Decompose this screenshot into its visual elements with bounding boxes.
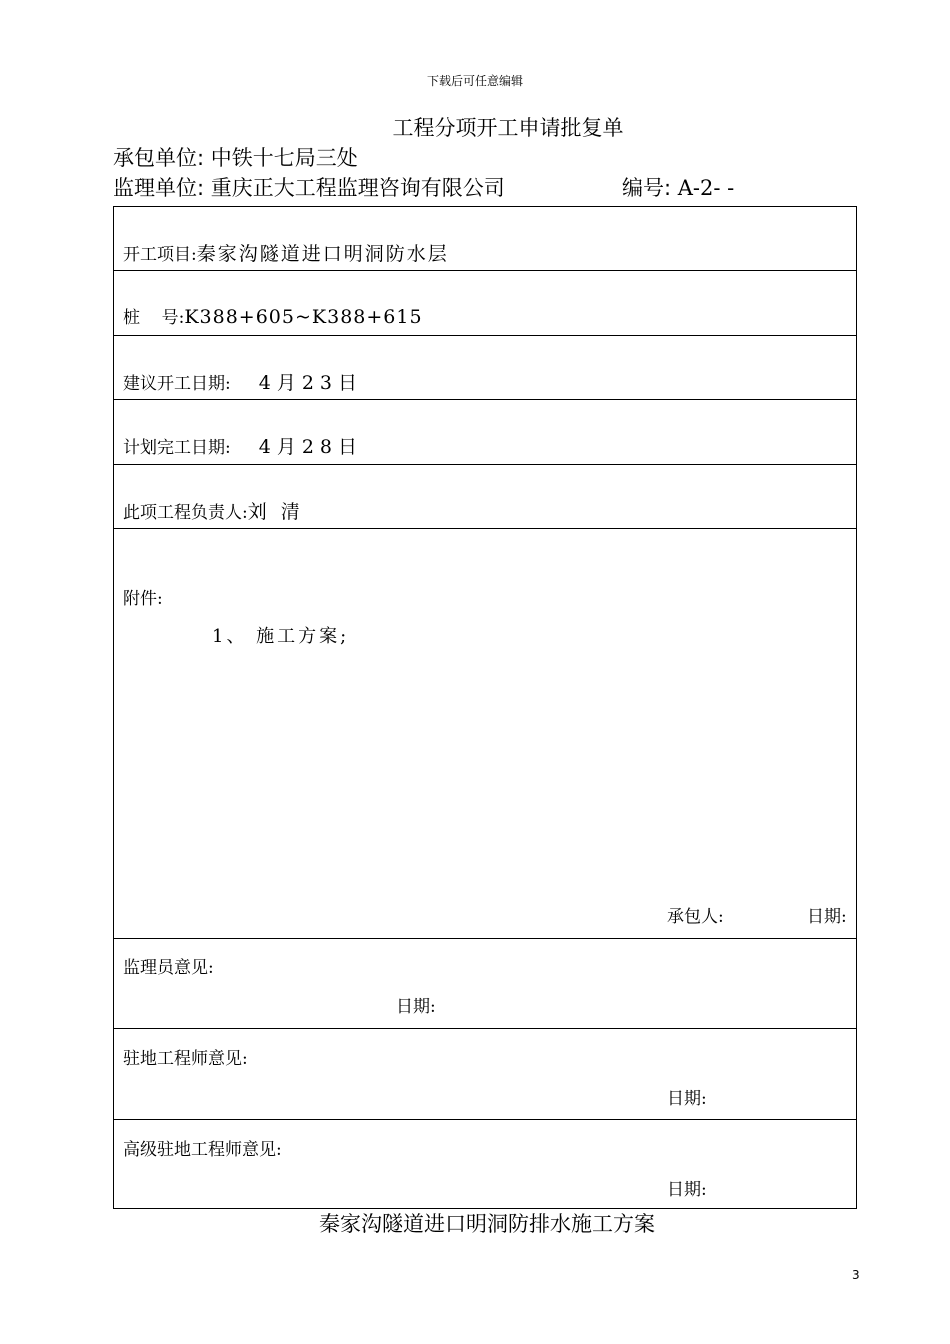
document-title: 工程分项开工申请批复单 (392, 116, 624, 140)
row-divider (114, 528, 856, 529)
supervisor-value: 重庆正大工程监理咨询有限公司 (210, 176, 505, 200)
row-divider (114, 270, 856, 271)
stake-label: 桩 号: (123, 308, 185, 328)
stake-row (123, 303, 423, 328)
supervisor-date-label: 日期: (396, 997, 436, 1017)
contractor-value: 中铁十七局三处 (210, 146, 358, 170)
proposed-start-row (123, 368, 363, 395)
document-number (622, 172, 734, 202)
row-divider (114, 399, 856, 400)
proposed-start-value: 4月23日 (258, 372, 363, 394)
application-form-table (113, 206, 857, 1209)
supervisor-line (113, 172, 505, 202)
number-label: 编号: (622, 176, 672, 200)
attachment-item: 1、 施工方案; (212, 626, 350, 647)
person-in-charge-label: 此项工程负责人: (123, 503, 248, 523)
contractor-date-label: 日期: (807, 907, 847, 927)
row-divider (114, 335, 856, 336)
planned-finish-label: 计划完工日期: (123, 438, 231, 458)
supervisor-opinion-label: 监理员意见: (123, 958, 214, 978)
person-in-charge-row (123, 497, 304, 524)
row-divider (114, 464, 856, 465)
contractor-line (113, 142, 358, 172)
number-value: A-2- - (677, 176, 735, 200)
senior-engineer-date-label: 日期: (667, 1180, 707, 1200)
attachments-label: 附件: (123, 589, 163, 609)
section-title: 秦家沟隧道进口明洞防排水施工方案 (319, 1212, 655, 1236)
project-label: 开工项目: (123, 245, 197, 265)
planned-finish-value: 4月28日 (258, 436, 363, 458)
header-note: 下载后可任意编辑 (426, 74, 523, 88)
resident-engineer-date-label: 日期: (667, 1089, 707, 1109)
proposed-start-label: 建议开工日期: (123, 374, 231, 394)
contractor-label: 承包单位: (113, 146, 205, 170)
person-in-charge-value: 刘 清 (247, 501, 304, 523)
project-value: 秦家沟隧道进口明洞防水层 (196, 243, 449, 265)
resident-engineer-opinion-label: 驻地工程师意见: (123, 1049, 248, 1069)
stake-value: K388+605~K388+615 (184, 306, 423, 328)
row-divider (114, 938, 856, 939)
contractor-sign-label: 承包人: (667, 907, 724, 927)
row-divider (114, 1119, 856, 1120)
senior-engineer-opinion-label: 高级驻地工程师意见: (123, 1140, 282, 1160)
planned-finish-row (123, 432, 363, 459)
page-number: 3 (852, 1268, 860, 1282)
supervisor-label: 监理单位: (113, 176, 205, 200)
project-row (123, 239, 449, 266)
row-divider (114, 1028, 856, 1029)
